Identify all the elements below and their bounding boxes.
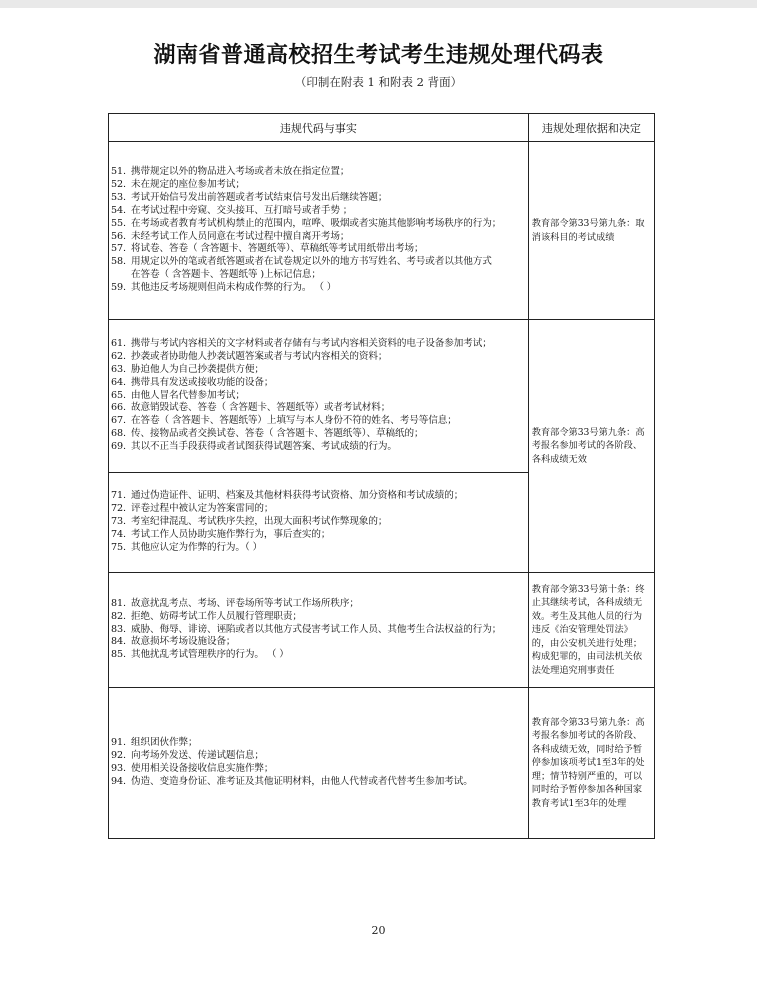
- basis-cell: [528, 688, 654, 839]
- list-item: 53. 考试开始信号发出前答题或者考试结束信号发出后继续答题；: [111, 191, 388, 203]
- table-row-51-59: [109, 142, 655, 320]
- list-item: 71. 通过伪造证件、证明、档案及其他材料获得考试资格、加分资格和考试成绩的；: [111, 490, 464, 502]
- list-item: 58. 用规定以外的笔或者纸答题或者在试卷规定以外的地方书写姓名、考号或者以其他方式: [111, 256, 492, 268]
- list-item: 61. 携带与考试内容相关的文字材料或者存储有与考试内容相关资料的电子设备参加考试；: [111, 337, 492, 349]
- list-item: 81. 故意扰乱考点、考场、评卷场所等考试工作场所秩序；: [111, 597, 359, 609]
- page-number: 20: [371, 924, 386, 937]
- table-row-81-85: [109, 573, 655, 688]
- top-edge: [0, 0, 757, 8]
- page-subtitle: （印制在附表 1 和附表 2 背面）: [294, 75, 463, 89]
- basis-text: 教育部令第33号第九条：取消该科目的考试成绩: [531, 218, 645, 243]
- list-item: 51. 携带规定以外的物品进入考场或者未放在指定位置；: [111, 165, 350, 177]
- item-list: [109, 737, 528, 789]
- list-item: 82. 拒绝、妨碍考试工作人员履行管理职责；: [111, 610, 302, 622]
- basis-cell: [528, 142, 654, 320]
- basis-text: 教育部令第33号第九条：高考报名参加考试的各阶段、各科成绩无效: [531, 426, 645, 465]
- facts-cell: [109, 142, 529, 320]
- table-row-61-69: [109, 320, 655, 473]
- item-list: [109, 338, 528, 454]
- list-item-continued: 在答卷（ 含答题卡、答题纸等 )上标记信息；: [131, 269, 321, 281]
- facts-cell: [109, 688, 529, 839]
- table-row-91-94: [109, 688, 655, 839]
- basis-text: 教育部令第33号第十条：终止其继续考试，各科成绩无效。考生及其他人员的行为违反《治安管理处罚法》的，由公安机关进行处理；构成犯罪的，由司法机关依法处理追究刑事责任: [531, 584, 645, 676]
- list-item: 54. 在考试过程中旁窥、交头接耳、互打暗号或者手势 ；: [111, 204, 353, 216]
- list-item: 67. 在答卷（ 含答题卡、答题纸等）上填写与本人身份不符的姓名、考号等信息；: [111, 415, 457, 427]
- list-item: 92. 向考场外发送、传递试题信息；: [111, 750, 264, 762]
- list-item: 85. 其他扰乱考试管理秩序的行为。 （ ）: [111, 649, 289, 661]
- facts-cell: [109, 573, 529, 688]
- list-item: 59. 其他违反考场规则但尚未构成作弊的行为。 （ ）: [111, 282, 337, 294]
- list-item: 56. 未经考试工作人员同意在考试过程中擅自离开考场；: [111, 230, 350, 242]
- list-item: 94. 伪造、变造身份证、准考证及其他证明材料，由他人代替或者代替考生参加考试。: [111, 775, 473, 787]
- table-header-row: [109, 114, 655, 142]
- list-item: 72. 评卷过程中被认定为答案雷同的；: [111, 503, 274, 515]
- violation-code-table: [108, 113, 655, 839]
- list-item: 62. 抄袭或者协助他人抄袭试题答案或者与考试内容相关的资料；: [111, 350, 388, 362]
- list-item: 57. 将试卷、答卷（ 含答题卡、答题纸等）、草稿纸等考试用纸带出考场；: [111, 243, 424, 255]
- list-item: 84. 故意损坏考场设施设备；: [111, 636, 236, 648]
- header-facts: 违规代码与事实: [109, 114, 529, 142]
- facts-cell: [109, 473, 529, 573]
- list-item: 63. 胁迫他人为自己抄袭提供方便；: [111, 363, 264, 375]
- list-item: 93. 使用相关设备接收信息实施作弊；: [111, 763, 274, 774]
- list-item: 52. 未在规定的座位参加考试；: [111, 178, 245, 190]
- page-title: 湖南省普通高校招生考试考生违规处理代码表: [153, 43, 604, 68]
- list-item: 73. 考室纪律混乱、考试秩序失控，出现大面积考试作弊现象的；: [111, 516, 388, 528]
- list-item: 74. 考试工作人员协助实施作弊行为，事后查实的；: [111, 528, 331, 540]
- list-item: 68. 传、接物品或者交换试卷、答卷（ 含答题卡、答题纸等）、草稿纸的；: [111, 428, 424, 440]
- list-item: 65. 由他人冒名代替参加考试；: [111, 389, 245, 401]
- list-item: 55. 在考场或者教育考试机构禁止的范围内，喧哗、吸烟或者实施其他影响考场秩序的行为；: [111, 217, 502, 229]
- item-list: [109, 598, 528, 663]
- header-basis: 违规处理依据和决定: [528, 114, 654, 142]
- item-list: [109, 490, 528, 555]
- list-item: 69. 其以不正当手段获得或者试图获得试题答案、考试成绩的行为。: [111, 441, 397, 453]
- basis-cell: [528, 573, 654, 688]
- basis-text: 教育部令第33号第九条：高考报名参加考试的各阶段、各科成绩无效，同时给予暂停参加该项考试1至3年的处理；情节特别严重的，可以同时给予暂停参加各种国家教育考试1至3年的处理: [531, 717, 645, 809]
- list-item: 66. 故意销毁试卷、答卷（ 含答题卡、答题纸等）或者考试材料；: [111, 402, 391, 414]
- list-item: 64. 携带具有发送或接收功能的设备；: [111, 376, 274, 388]
- item-list: [109, 166, 528, 295]
- basis-cell: [528, 320, 654, 573]
- facts-cell: [109, 320, 529, 473]
- list-item: 91. 组织团伙作弊；: [111, 737, 198, 749]
- list-item: 83. 威胁、侮辱、诽谤、诬陷或者以其他方式侵害考试工作人员、其他考生合法权益的行为；: [111, 623, 502, 635]
- list-item: 75. 其他应认定为作弊的行为。（ ）: [111, 541, 263, 553]
